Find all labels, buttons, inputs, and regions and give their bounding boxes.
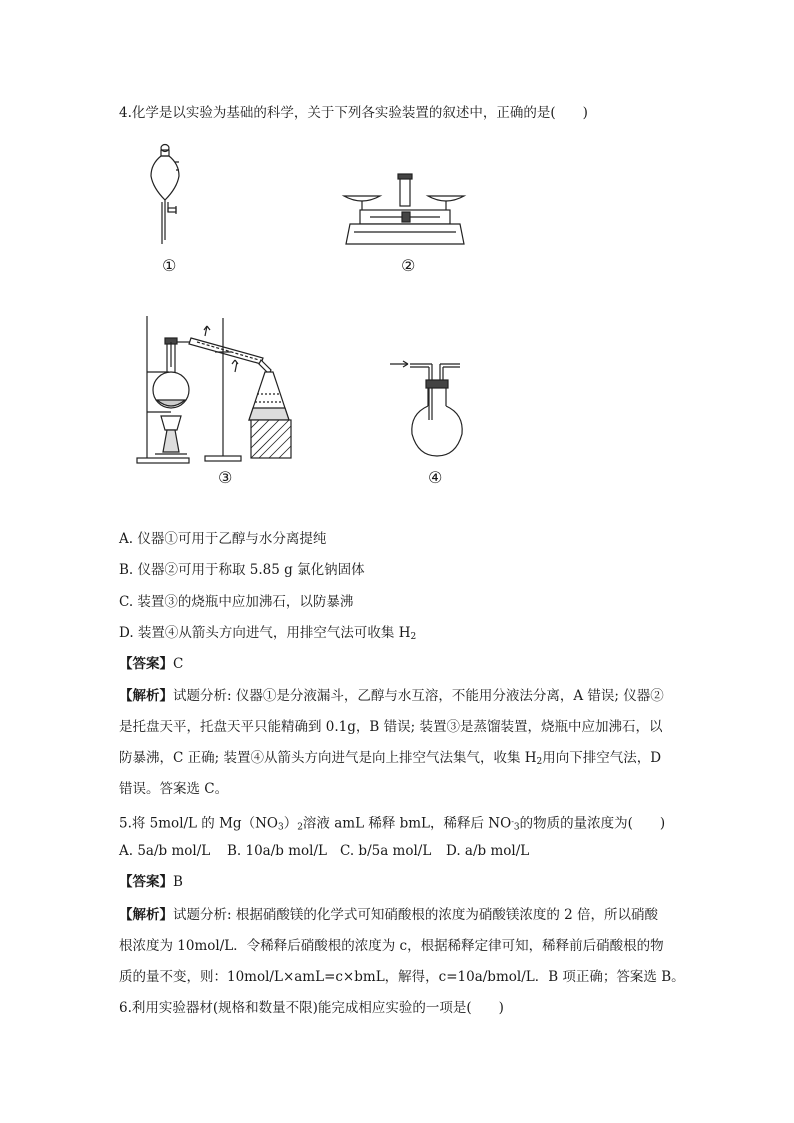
q4-option-c: C. 装置③的烧瓶中应加沸石，以防暴沸 xyxy=(119,594,354,610)
separatory-funnel-figure xyxy=(145,140,195,250)
q5-option-c: C. b/5a mol/L xyxy=(340,843,432,859)
q4-option-a: A. 仪器①可用于乙醇与水分离提纯 xyxy=(119,531,327,547)
q4-analysis-line-3: 防暴沸，C 正确; 装置④从箭头方向进气是向上排空气法集气，收集 $H_2$用向下排空气法，D xyxy=(119,750,662,767)
q4-option-d: D. 装置④从箭头方向进气，用排空气法可收集 $H_2$ xyxy=(119,625,417,642)
q5-option-b: B. 10a/b mol/L xyxy=(227,843,327,859)
q5-option-d: D. a/b mol/L xyxy=(446,843,530,859)
figure-label-1: ① xyxy=(162,256,177,275)
q5-analysis-line-2: 根浓度为 10mol/L．令稀释后硝酸根的浓度为 c，根据稀释定律可知，稀释前后硝酸根的物 xyxy=(119,938,664,954)
q4-analysis-line-2: 是托盘天平，托盘天平只能精确到 0.1g，B 错误; 装置③是蒸馏装置，烧瓶中应加沸石，以 xyxy=(119,719,663,735)
q4-stem: 4.化学是以实验为基础的科学，关于下列各实验装置的叙述中，正确的是( ) xyxy=(119,105,588,121)
q6-stem: 6.利用实验器材(规格和数量不限)能完成相应实验的一项是( ) xyxy=(119,1000,504,1016)
figure-label-4: ④ xyxy=(428,468,443,487)
q5-analysis-line-1: 【解析】试题分析: 根据硝酸镁的化学式可知硝酸根的浓度为硝酸镁浓度的 2 倍，所以硝酸 xyxy=(119,907,659,923)
figure-label-2: ② xyxy=(401,256,416,275)
balance-figure xyxy=(340,172,470,252)
q4-answer: 【答案】C xyxy=(119,656,184,672)
q4-analysis-line-1: 【解析】试题分析: 仪器①是分液漏斗，乙醇与水互溶，不能用分液法分离，A 错误; 仪器② xyxy=(119,688,664,704)
q5-option-a: A. 5a/b mol/L xyxy=(119,843,211,859)
distillation-apparatus-figure xyxy=(135,312,305,467)
q4-analysis-line-4: 错误。答案选 C。 xyxy=(119,781,229,797)
q5-analysis-line-3: 质的量不变，则：10mol/L×amL=c×bmL，解得，c=10a/bmol/L．B 项正确；答案选 B。 xyxy=(119,969,685,985)
figure-label-3: ③ xyxy=(218,468,233,487)
q5-stem: 5.将 5mol/L 的 $Mg(NO_3)_2$溶液 amL 稀释 bmL，稀释后 $NO^-_3$的物质的量浓度为( ) xyxy=(119,815,666,833)
q5-answer: 【答案】B xyxy=(119,874,183,890)
gas-collection-flask-figure xyxy=(388,356,478,466)
q4-option-b: B. 仪器②可用于称取 5.85 g 氯化钠固体 xyxy=(119,562,365,578)
